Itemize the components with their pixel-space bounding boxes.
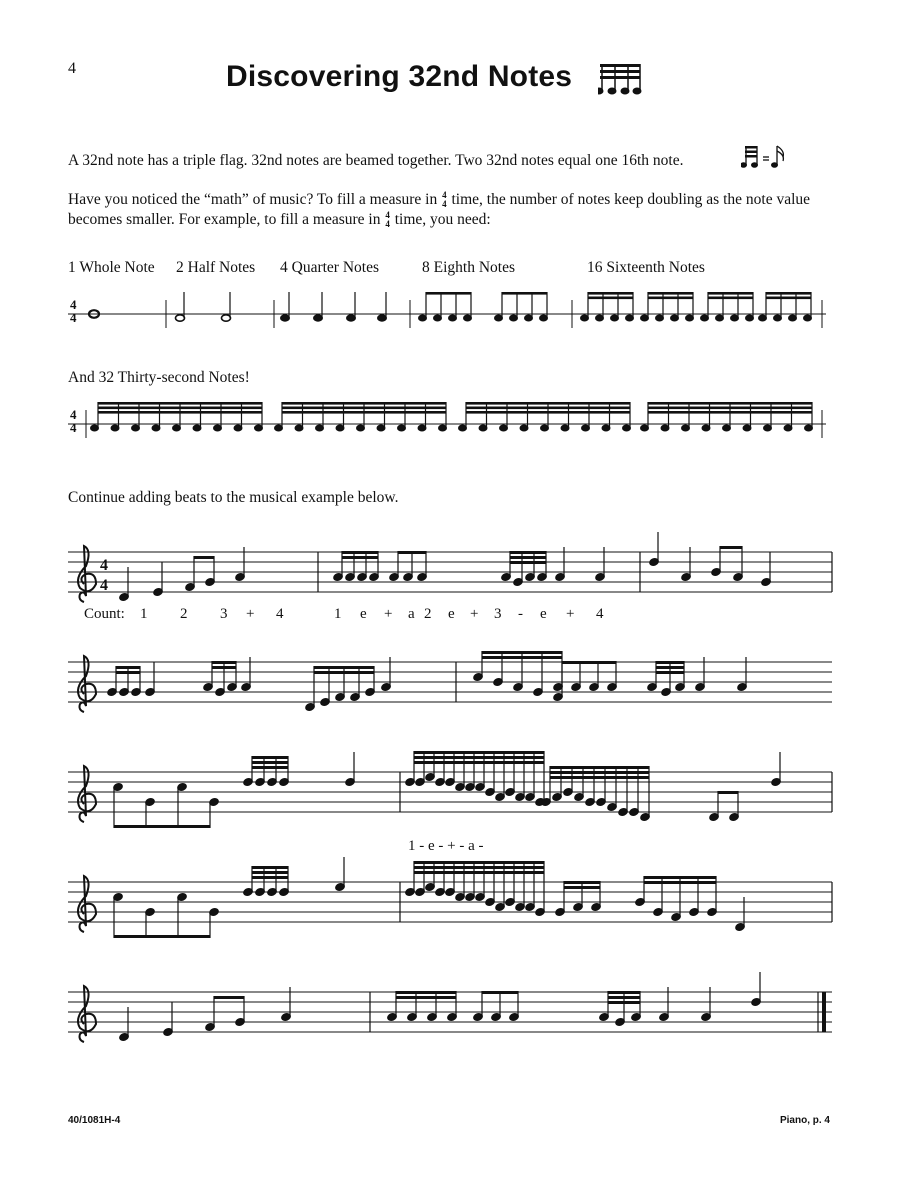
- beam: [342, 556, 378, 559]
- note-head: [541, 425, 549, 431]
- beam: [718, 791, 738, 794]
- beam: [114, 935, 210, 938]
- beam: [98, 407, 262, 410]
- beam: [214, 996, 244, 999]
- footer-page-label: Piano, p. 4: [779, 1115, 830, 1126]
- note-head: [789, 315, 797, 321]
- beam: [644, 876, 716, 879]
- count-beat: a: [408, 606, 415, 622]
- beam: [342, 551, 378, 554]
- note-head: [214, 425, 222, 431]
- beamed-note-group: [495, 292, 548, 321]
- label-quarter-notes: 4 Quarter Notes: [280, 259, 379, 276]
- beam: [588, 292, 633, 295]
- instruction-text: Continue adding beats to the musical example below.: [68, 489, 399, 506]
- beam: [414, 871, 544, 874]
- note-head: [702, 425, 710, 431]
- note-head: [464, 315, 472, 321]
- note-head: [682, 425, 690, 431]
- beam: [482, 656, 562, 659]
- note-head: [439, 425, 447, 431]
- count-beat: +: [566, 606, 575, 622]
- note-head: [459, 425, 467, 431]
- count-beat: +: [384, 606, 393, 622]
- time-signature-top: 4: [70, 297, 77, 312]
- note-head: [510, 315, 518, 321]
- note-head: [132, 425, 140, 431]
- beam: [414, 751, 544, 754]
- note-head: [641, 315, 649, 321]
- note-head: [641, 425, 649, 431]
- note-head: [784, 425, 792, 431]
- note-head: [520, 425, 528, 431]
- note-head: [255, 425, 263, 431]
- beamed-note-group: [701, 292, 754, 321]
- beam: [98, 402, 262, 405]
- count-beat: +: [246, 606, 255, 622]
- beam: [414, 866, 544, 869]
- note-head: [336, 425, 344, 431]
- beam: [426, 292, 471, 295]
- beam: [656, 666, 684, 669]
- beam: [766, 297, 811, 300]
- note-head: [596, 315, 604, 321]
- note-head: [434, 315, 442, 321]
- note-head: [804, 315, 812, 321]
- time-signature-bottom: 4: [70, 310, 77, 325]
- rhythm-line-note-values: [0, 282, 900, 342]
- beam: [414, 861, 544, 864]
- page-title: Discovering 32nd Notes: [226, 60, 573, 93]
- beam: [98, 411, 262, 414]
- svg-text:4: 4: [100, 557, 108, 574]
- count-beat: -: [518, 606, 523, 622]
- count-label: Count:: [84, 606, 125, 622]
- note-head: [731, 315, 739, 321]
- beam: [282, 402, 446, 405]
- beam: [396, 996, 456, 999]
- math-text-3: time, you need:: [394, 211, 491, 228]
- note-head: [671, 315, 679, 321]
- beam: [608, 1001, 640, 1004]
- rhythm-line-32nd-notes: [0, 392, 900, 452]
- beam: [608, 996, 640, 999]
- beam: [252, 871, 288, 874]
- treble-clef-icon: [78, 546, 96, 602]
- beam: [282, 411, 446, 414]
- note-head: [275, 425, 283, 431]
- beam: [414, 761, 544, 764]
- svg-text:4: 4: [70, 407, 77, 422]
- label-sixteenth-notes: 16 Sixteenth Notes: [587, 259, 705, 276]
- beam: [414, 756, 544, 759]
- beam: [550, 776, 649, 779]
- svg-text:4: 4: [70, 420, 77, 435]
- beam: [314, 671, 374, 674]
- beam: [648, 292, 693, 295]
- count-beat: 2: [424, 606, 432, 622]
- beam: [550, 771, 649, 774]
- note-head: [701, 315, 709, 321]
- intro-paragraph: [68, 151, 828, 171]
- beam: [212, 661, 236, 664]
- beam: [502, 292, 547, 295]
- note-head: [316, 425, 324, 431]
- final-bar-line: [822, 992, 826, 1032]
- svg-text:4: 4: [100, 577, 108, 594]
- treble-clef-icon: [78, 986, 96, 1042]
- beam: [252, 866, 288, 869]
- beam: [648, 297, 693, 300]
- treble-clef-icon: [78, 656, 96, 712]
- note-head: [152, 425, 160, 431]
- note-head: [377, 425, 385, 431]
- beam: [466, 407, 630, 410]
- note-head: [602, 425, 610, 431]
- beam: [720, 546, 742, 549]
- beam: [648, 407, 812, 410]
- note-head: [656, 315, 664, 321]
- note-equation-icon: [741, 143, 801, 169]
- beamed-note-group: [459, 402, 631, 431]
- page-number: 4: [68, 60, 76, 77]
- count-beat: 3: [220, 606, 228, 622]
- note-head: [234, 425, 242, 431]
- beam: [252, 766, 288, 769]
- note-head: [805, 425, 813, 431]
- note-head: [623, 425, 631, 431]
- math-text-1: Have you noticed the “math” of music? To fill a measure in: [68, 191, 438, 208]
- note-head: [500, 425, 508, 431]
- note-head: [774, 315, 782, 321]
- beamed-note-group: [91, 402, 263, 431]
- note-head: [723, 425, 731, 431]
- label-eighth-notes: 8 Eighth Notes: [422, 259, 515, 276]
- beam: [510, 556, 546, 559]
- count-beat: 1: [334, 606, 342, 622]
- beam: [466, 402, 630, 405]
- beam: [482, 991, 518, 994]
- beam: [648, 402, 812, 405]
- thirty-second-notes-icon: [598, 62, 644, 98]
- note-head: [611, 315, 619, 321]
- beam: [116, 671, 140, 674]
- note-head: [561, 425, 569, 431]
- note-head: [716, 315, 724, 321]
- beam: [194, 556, 214, 559]
- beam: [212, 666, 236, 669]
- count-beat: +: [470, 606, 479, 622]
- treble-clef-icon: [78, 876, 96, 932]
- beam: [708, 297, 753, 300]
- note-head: [357, 425, 365, 431]
- count-beat: e: [360, 606, 367, 622]
- note-head: [686, 315, 694, 321]
- beam: [510, 551, 546, 554]
- beam: [398, 551, 426, 554]
- beamed-note-group: [641, 402, 813, 431]
- count-beat: 2: [180, 606, 188, 622]
- note-head: [479, 425, 487, 431]
- note-head: [661, 425, 669, 431]
- count-beat: e: [448, 606, 455, 622]
- beam: [656, 671, 684, 674]
- beam: [314, 666, 374, 669]
- note-head: [193, 425, 201, 431]
- beam: [252, 876, 288, 879]
- beam: [482, 651, 562, 654]
- note-head: [626, 315, 634, 321]
- note-head: [398, 425, 406, 431]
- beam: [608, 991, 640, 994]
- beam: [644, 881, 716, 884]
- note-head: [419, 315, 427, 321]
- inline-time-signature: 4 4: [442, 190, 447, 210]
- note-head: [91, 425, 99, 431]
- beam: [510, 561, 546, 564]
- beam: [114, 825, 210, 828]
- thirty-second-label: And 32 Thirty-second Notes!: [68, 369, 250, 386]
- beam: [252, 761, 288, 764]
- note-head: [759, 315, 767, 321]
- note-head: [581, 315, 589, 321]
- beam: [282, 407, 446, 410]
- label-half-notes: 2 Half Notes: [176, 259, 256, 276]
- beamed-note-group: [275, 402, 447, 431]
- note-head: [743, 425, 751, 431]
- count-beat: 3: [494, 606, 502, 622]
- beamed-note-group: [419, 292, 472, 321]
- beam: [396, 991, 456, 994]
- math-text-2: time, the number of notes keep doubling as the note value becomes smaller. For example, to fill a measure in: [68, 191, 811, 228]
- note-head: [173, 425, 181, 431]
- beamed-note-group: [641, 292, 694, 321]
- note-head: [525, 315, 533, 321]
- beamed-note-group: [581, 292, 634, 321]
- beam: [116, 666, 140, 669]
- footer-catalog-number: 40/1081H-4: [68, 1115, 121, 1126]
- label-whole-note: 1 Whole Note: [68, 259, 155, 276]
- count-beat: 1: [140, 606, 148, 622]
- treble-clef-icon: [78, 766, 96, 822]
- note-head: [764, 425, 772, 431]
- math-paragraph: [68, 190, 828, 230]
- count-beat: 4: [596, 606, 604, 622]
- beam: [656, 661, 684, 664]
- beam: [708, 292, 753, 295]
- note-head: [746, 315, 754, 321]
- count-row-2: 1 - e - + - a -: [408, 838, 484, 854]
- inline-time-signature-2: 4 4: [385, 210, 390, 230]
- note-head: [295, 425, 303, 431]
- note-head: [449, 315, 457, 321]
- intro-text: A 32nd note has a triple flag. 32nd notes are beamed together. Two 32nd notes equal one 16th note.: [68, 152, 684, 169]
- beam: [564, 886, 600, 889]
- beam: [252, 756, 288, 759]
- beam: [588, 297, 633, 300]
- note-head: [418, 425, 426, 431]
- count-beat: 4: [276, 606, 284, 622]
- beam: [648, 411, 812, 414]
- note-head: [111, 425, 119, 431]
- beam: [564, 881, 600, 884]
- beam: [466, 411, 630, 414]
- note-head: [495, 315, 503, 321]
- note-head: [582, 425, 590, 431]
- beam: [766, 292, 811, 295]
- beamed-note-group: [759, 292, 812, 321]
- count-beat: e: [540, 606, 547, 622]
- beam: [562, 661, 616, 664]
- beam: [550, 766, 649, 769]
- note-head: [540, 315, 548, 321]
